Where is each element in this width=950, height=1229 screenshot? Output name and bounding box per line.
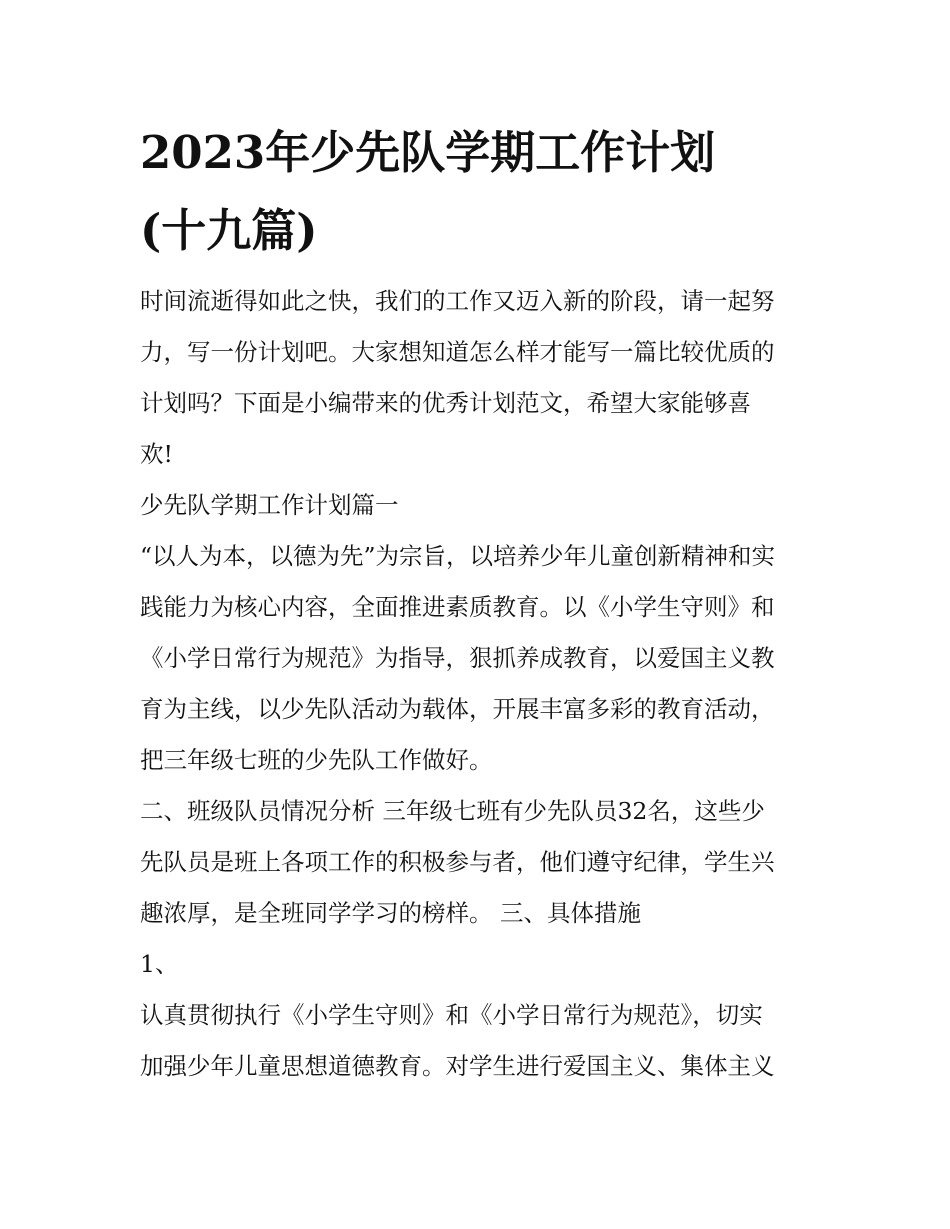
item-number-text: 1、 [140,950,179,978]
section1-line: 育为主线，以少先队活动为载体，开展丰富多彩的教育活动， [140,695,775,723]
item-number [140,939,820,990]
intro-line: 力，写一份计划吧。大家想知道怎么样才能写一篇比较优质的 [140,338,775,366]
document-title [140,114,820,270]
section1-line: “以人为本，以德为先”为宗旨，以培养少年儿童创新精神和实 [140,542,776,570]
section1-paragraph [140,531,820,786]
title-line-1: 2023年少先队学期工作计划 [140,126,716,179]
item1-line: 认真贯彻执行《小学生守则》和《小学日常行为规范》，切实 [140,1001,763,1029]
section2-line: 趣浓厚，是全班同学学习的榜样。 三、具体措施 [140,899,641,927]
section2-paragraph [140,786,820,939]
intro-line: 欢! [140,440,173,468]
title-line-2: (十九篇) [140,204,318,257]
section2-line: 先队员是班上各项工作的积极参与者，他们遵守纪律，学生兴 [140,848,775,876]
section-heading-text: 少先队学期工作计划篇一 [140,491,399,519]
intro-paragraph [140,276,820,480]
section1-line: 《小学日常行为规范》为指导，狠抓养成教育，以爱国主义教 [140,644,775,672]
intro-line: 计划吗？下面是小编带来的优秀计划范文，希望大家能够喜 [140,389,751,417]
section-heading [140,480,820,531]
section2-line: 二、班级队员情况分析 三年级七班有少先队员32名，这些少 [140,797,765,825]
item1-paragraph [140,990,820,1092]
intro-line: 时间流逝得如此之快，我们的工作又迈入新的阶段，请一起努 [140,287,775,315]
section1-line: 把三年级七班的少先队工作做好。 [140,746,493,774]
section1-line: 践能力为核心内容，全面推进素质教育。以《小学生守则》和 [140,593,775,621]
item1-line: 加强少年儿童思想道德教育。对学生进行爱国主义、集体主义 [140,1052,775,1080]
